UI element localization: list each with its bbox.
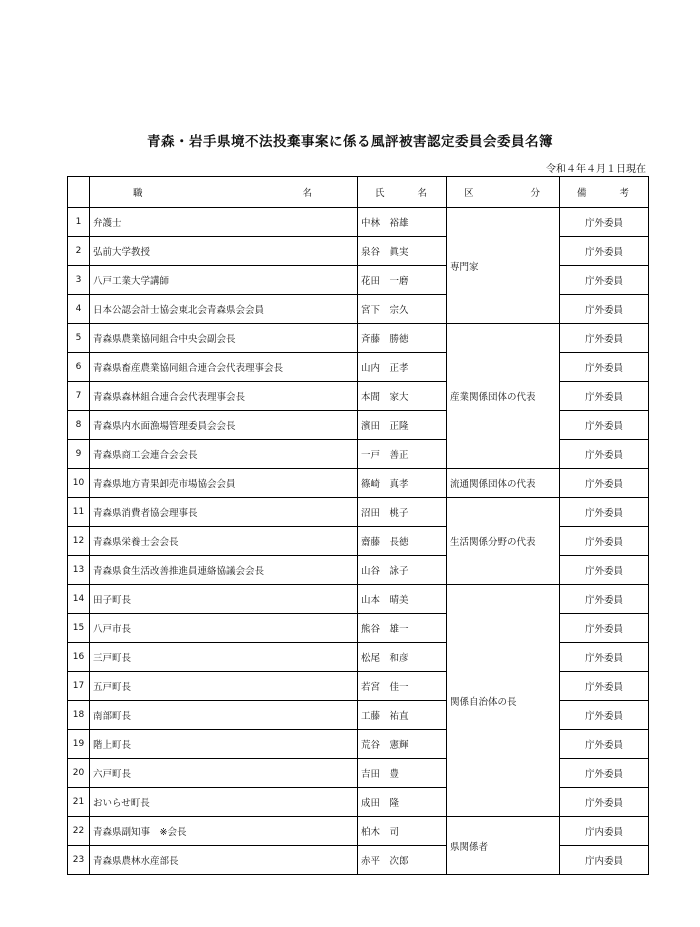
table-row: [68, 788, 649, 817]
row-number: 19: [68, 730, 90, 759]
table-row: [68, 353, 649, 382]
member-title: 青森県内水面漁場管理委員会会長: [90, 411, 358, 440]
member-title: 青森県食生活改善推進員連絡協議会会長: [90, 556, 358, 585]
category-cell: 専門家: [447, 208, 560, 324]
category-cell: 生活関係分野の代表: [447, 498, 560, 585]
row-number: 3: [68, 266, 90, 295]
member-note: 庁外委員: [560, 411, 649, 440]
member-title: 青森県農林水産部長: [90, 846, 358, 875]
member-title: 六戸町長: [90, 759, 358, 788]
table-row: [68, 382, 649, 411]
row-number: 13: [68, 556, 90, 585]
row-number: 10: [68, 469, 90, 498]
member-title: おいらせ町長: [90, 788, 358, 817]
row-number: 9: [68, 440, 90, 469]
table-row: [68, 585, 649, 614]
member-title: 五戸町長: [90, 672, 358, 701]
member-title: 弘前大学教授: [90, 237, 358, 266]
member-note: 庁内委員: [560, 817, 649, 846]
category-cell: 県関係者: [447, 817, 560, 875]
member-note: 庁内委員: [560, 846, 649, 875]
member-note: 庁外委員: [560, 788, 649, 817]
member-title: 青森県農業協同組合中央会副会長: [90, 324, 358, 353]
table-row: [68, 498, 649, 527]
member-title: 田子町長: [90, 585, 358, 614]
member-name: 中林 裕雄: [358, 208, 447, 237]
table-row: [68, 730, 649, 759]
table-row: [68, 614, 649, 643]
member-note: 庁外委員: [560, 382, 649, 411]
as-of-date: 令和４年４月１日現在: [546, 164, 646, 175]
table-row: [68, 324, 649, 353]
header-title: 職 名: [90, 177, 358, 208]
member-note: 庁外委員: [560, 440, 649, 469]
member-title: 南部町長: [90, 701, 358, 730]
member-title: 青森県畜産農業協同組合連合会代表理事会長: [90, 353, 358, 382]
row-number: 16: [68, 643, 90, 672]
member-name: 沼田 桃子: [358, 498, 447, 527]
member-title: 青森県消費者協会理事長: [90, 498, 358, 527]
member-note: 庁外委員: [560, 585, 649, 614]
member-title: 八戸市長: [90, 614, 358, 643]
row-number: 21: [68, 788, 90, 817]
member-note: 庁外委員: [560, 643, 649, 672]
row-number: 8: [68, 411, 90, 440]
member-name: 山本 晴美: [358, 585, 447, 614]
header-category: 区 分: [447, 177, 560, 208]
member-note: 庁外委員: [560, 498, 649, 527]
member-title: 階上町長: [90, 730, 358, 759]
table-row: [68, 266, 649, 295]
row-number: 6: [68, 353, 90, 382]
member-title: 青森県商工会連合会会長: [90, 440, 358, 469]
member-note: 庁外委員: [560, 759, 649, 788]
header-name: 氏 名: [358, 177, 447, 208]
member-name: 吉田 豊: [358, 759, 447, 788]
row-number: 4: [68, 295, 90, 324]
member-name: 山内 正孝: [358, 353, 447, 382]
member-title: 青森県副知事 ※会長: [90, 817, 358, 846]
member-name: 齋藤 長徳: [358, 527, 447, 556]
table-row: [68, 643, 649, 672]
member-note: 庁外委員: [560, 701, 649, 730]
table-row: [68, 701, 649, 730]
row-number: 7: [68, 382, 90, 411]
member-title: 日本公認会計士協会東北会青森県会会員: [90, 295, 358, 324]
table-header-row: [68, 177, 649, 208]
table-row: [68, 846, 649, 875]
row-number: 15: [68, 614, 90, 643]
table-row: [68, 527, 649, 556]
row-number: 1: [68, 208, 90, 237]
member-name: 工藤 祐直: [358, 701, 447, 730]
member-name: 荒谷 憲輝: [358, 730, 447, 759]
row-number: 14: [68, 585, 90, 614]
member-title: 青森県地方青果卸売市場協会会員: [90, 469, 358, 498]
member-note: 庁外委員: [560, 295, 649, 324]
member-name: 泉谷 眞実: [358, 237, 447, 266]
table-row: [68, 208, 649, 237]
member-name: 濱田 正隆: [358, 411, 447, 440]
member-name: 熊谷 雄一: [358, 614, 447, 643]
member-title: 弁護士: [90, 208, 358, 237]
member-name: 斉藤 勝徳: [358, 324, 447, 353]
member-roster-table: [67, 176, 649, 875]
member-title: 青森県森林組合連合会代表理事会長: [90, 382, 358, 411]
table-row: [68, 411, 649, 440]
member-note: 庁外委員: [560, 324, 649, 353]
row-number: 20: [68, 759, 90, 788]
table-row: [68, 237, 649, 266]
table-row: [68, 817, 649, 846]
member-name: 赤平 次郎: [358, 846, 447, 875]
member-title: 三戸町長: [90, 643, 358, 672]
header-note: 備 考: [560, 177, 649, 208]
row-number: 22: [68, 817, 90, 846]
member-name: 成田 隆: [358, 788, 447, 817]
member-note: 庁外委員: [560, 266, 649, 295]
row-number: 23: [68, 846, 90, 875]
member-name: 篠崎 真孝: [358, 469, 447, 498]
member-title: 青森県栄養士会会長: [90, 527, 358, 556]
table-row: [68, 672, 649, 701]
category-cell: 流通関係団体の代表: [447, 469, 560, 498]
row-number: 12: [68, 527, 90, 556]
member-name: 山谷 詠子: [358, 556, 447, 585]
header-number: [68, 177, 90, 208]
member-title: 八戸工業大学講師: [90, 266, 358, 295]
row-number: 5: [68, 324, 90, 353]
member-name: 若宮 佳一: [358, 672, 447, 701]
member-note: 庁外委員: [560, 469, 649, 498]
category-cell: 関係自治体の長: [447, 585, 560, 817]
member-note: 庁外委員: [560, 614, 649, 643]
category-cell: 産業関係団体の代表: [447, 324, 560, 469]
row-number: 18: [68, 701, 90, 730]
member-note: 庁外委員: [560, 730, 649, 759]
member-name: 宮下 宗久: [358, 295, 447, 324]
table-row: [68, 469, 649, 498]
member-name: 松尾 和彦: [358, 643, 447, 672]
member-name: 花田 一磨: [358, 266, 447, 295]
member-note: 庁外委員: [560, 208, 649, 237]
row-number: 11: [68, 498, 90, 527]
member-note: 庁外委員: [560, 237, 649, 266]
table-row: [68, 440, 649, 469]
member-note: 庁外委員: [560, 556, 649, 585]
row-number: 17: [68, 672, 90, 701]
row-number: 2: [68, 237, 90, 266]
member-name: 本間 家大: [358, 382, 447, 411]
member-name: 一戸 善正: [358, 440, 447, 469]
member-note: 庁外委員: [560, 672, 649, 701]
document-title: 青森・岩手県境不法投棄事案に係る風評被害認定委員会委員名簿: [147, 134, 553, 150]
table-row: [68, 759, 649, 788]
member-name: 柏木 司: [358, 817, 447, 846]
member-note: 庁外委員: [560, 353, 649, 382]
member-note: 庁外委員: [560, 527, 649, 556]
table-row: [68, 556, 649, 585]
table-row: [68, 295, 649, 324]
